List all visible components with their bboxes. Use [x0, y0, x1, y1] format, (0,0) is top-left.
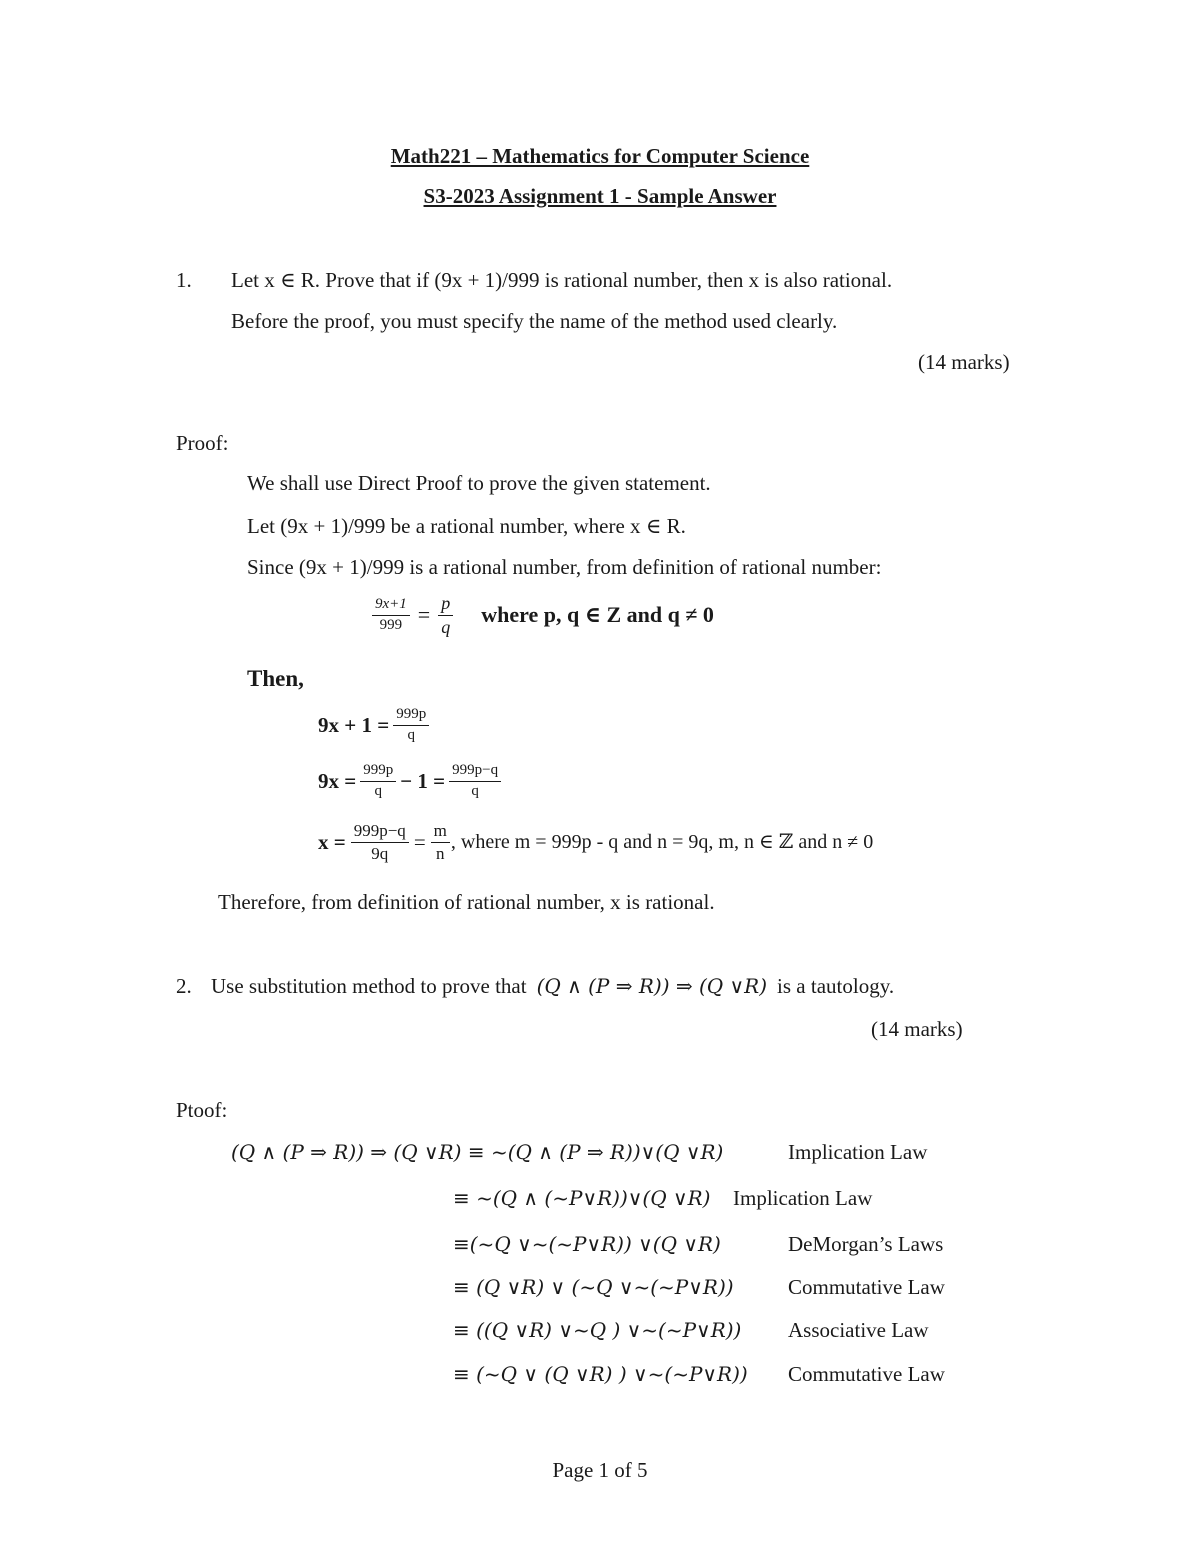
fraction-numerator: m — [431, 822, 450, 843]
fraction-denominator: q — [374, 782, 382, 799]
equation-1-fraction — [393, 707, 429, 744]
question-2-text — [211, 976, 894, 997]
fraction-numerator: 999p — [360, 763, 396, 782]
equation-3-lhs: x = — [318, 829, 346, 854]
then-label: Then, — [247, 666, 304, 691]
question-2-marks: (14 marks) — [871, 1017, 963, 1041]
fraction-denominator: 999 — [379, 616, 403, 633]
fraction-denominator: n — [436, 843, 445, 863]
equation-3-tail: , where m = 999p - q and n = 9q, m, n ∈ ℤ and n ≠ 0 — [450, 831, 874, 854]
proof-1-heading: Proof: — [176, 431, 229, 455]
fraction-denominator: q — [441, 616, 451, 637]
page-number: Page 1 of 5 — [552, 1458, 648, 1482]
proof-2-step-1-expression: (Q ∧ (P ⇒ R)) ⇒ (Q ∨R) ≡ ~(Q ∧ (P ⇒ R))∨(Q ∨R) — [231, 1140, 724, 1164]
equation-3-fraction-2 — [431, 822, 450, 863]
equation-2 — [318, 763, 501, 800]
proof-2-step-3-expression: ≡(~Q ∨~(~P∨R)) ∨(Q ∨R) — [453, 1232, 721, 1256]
proof-2-step-5-law: Associative Law — [788, 1318, 929, 1342]
course-title: Math221 – Mathematics for Computer Science — [390, 144, 810, 168]
equation-1-lhs: 9x + 1 = — [318, 712, 390, 737]
question-1-number: 1. — [176, 268, 192, 292]
fraction-denominator: 9q — [371, 843, 389, 863]
question-1-line-1: Let x ∈ R. Prove that if (9x + 1)/999 is rational number, then x is also rational. — [231, 268, 893, 292]
definition-fraction-left — [372, 597, 410, 634]
fraction-numerator: 999p−q — [351, 822, 409, 843]
proof-2-step-4-law: Commutative Law — [788, 1275, 945, 1299]
proof-2-step-2-law: Implication Law — [733, 1186, 873, 1210]
fraction-numerator: p — [438, 594, 453, 616]
proof-2-step-5-expression: ≡ ((Q ∨R) ∨~Q ) ∨~(~P∨R)) — [453, 1318, 742, 1342]
fraction-denominator: q — [407, 726, 415, 743]
equation-2-fraction-2 — [449, 763, 501, 800]
proof-1-line-2: Let (9x + 1)/999 be a rational number, where x ∈ R. — [247, 514, 686, 538]
proof-2-step-1-law: Implication Law — [788, 1140, 928, 1164]
equation-2-middle: − 1 = — [400, 768, 446, 793]
proof-2-step-6-expression: ≡ (~Q ∨ (Q ∨R) ) ∨~(~P∨R)) — [453, 1362, 748, 1386]
proof-2-step-3-law: DeMorgan’s Laws — [788, 1232, 944, 1256]
equation-3-fraction-1 — [351, 822, 409, 863]
fraction-numerator: 999p — [393, 707, 429, 726]
proof-1-line-1: We shall use Direct Proof to prove the given statement. — [247, 471, 711, 495]
question-1-line-2: Before the proof, you must specify the name of the method used clearly. — [231, 309, 838, 333]
definition-fraction-right — [438, 594, 453, 637]
equation-1 — [318, 707, 429, 744]
proof-2-step-2-expression: ≡ ~(Q ∧ (~P∨R))∨(Q ∨R) — [453, 1186, 711, 1210]
proof-1-conclusion: Therefore, from definition of rational number, x is rational. — [218, 890, 715, 914]
fraction-numerator: 9x+1 — [372, 597, 410, 616]
rational-definition-equation — [372, 594, 714, 637]
question-2-text-after: is a tautology. — [777, 974, 895, 998]
definition-condition: where p, q ∈ Z and q ≠ 0 — [481, 602, 714, 628]
question-2-formula: (Q ∧ (P ⇒ R)) ⇒ (Q ∨R) — [536, 974, 768, 998]
fraction-denominator: q — [471, 782, 479, 799]
equation-2-lhs: 9x = — [318, 768, 357, 793]
proof-2-step-6-law: Commutative Law — [788, 1362, 945, 1386]
proof-1-line-3: Since (9x + 1)/999 is a rational number, from definition of rational number: — [247, 555, 882, 579]
question-1-marks: (14 marks) — [918, 350, 1010, 374]
equation-3 — [318, 822, 873, 863]
fraction-numerator: 999p−q — [449, 763, 501, 782]
equation-3-middle: = — [413, 829, 426, 854]
proof-2-heading: Ptoof: — [176, 1098, 228, 1122]
equation-2-fraction-1 — [360, 763, 396, 800]
assignment-title: S3-2023 Assignment 1 - Sample Answer — [423, 184, 777, 208]
question-2-number: 2. — [176, 974, 192, 998]
question-2-text-before: Use substitution method to prove that — [211, 974, 527, 998]
proof-2-step-4-expression: ≡ (Q ∨R) ∨ (~Q ∨~(~P∨R)) — [453, 1275, 734, 1299]
equals-sign: = — [417, 602, 431, 628]
